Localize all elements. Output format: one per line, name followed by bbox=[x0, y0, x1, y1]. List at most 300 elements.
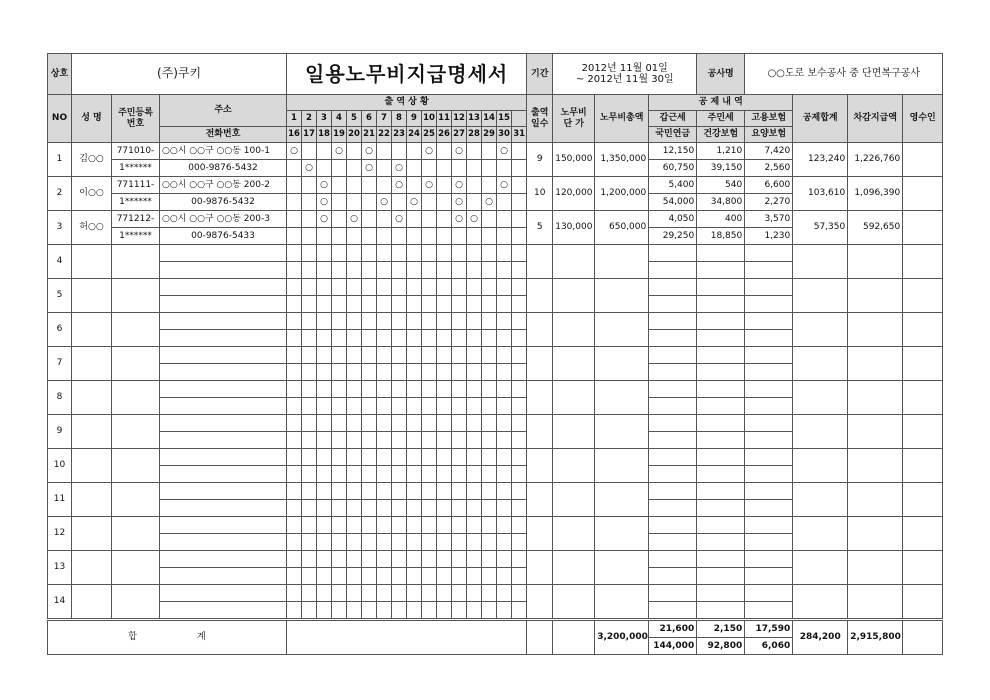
totals-receipt bbox=[903, 620, 943, 655]
attendance-mark bbox=[302, 432, 317, 449]
attendance-mark bbox=[437, 160, 452, 177]
row-income-tax bbox=[649, 279, 697, 296]
attendance-mark: ○ bbox=[332, 143, 347, 160]
attendance-mark bbox=[317, 500, 332, 517]
row-work-days bbox=[527, 381, 553, 415]
row-no: 13 bbox=[48, 551, 72, 585]
attendance-mark bbox=[317, 330, 332, 347]
attendance-mark bbox=[482, 262, 497, 279]
row-deduction-total bbox=[793, 279, 848, 313]
attendance-mark bbox=[497, 398, 512, 415]
attendance-mark bbox=[497, 211, 512, 228]
row-work-days bbox=[527, 313, 553, 347]
attendance-mark bbox=[497, 160, 512, 177]
day-header: 15 bbox=[497, 111, 512, 127]
attendance-mark bbox=[302, 228, 317, 245]
row-labor-total: 1,200,000 bbox=[595, 177, 649, 211]
row-address bbox=[160, 347, 287, 364]
attendance-mark bbox=[497, 415, 512, 432]
row-no: 9 bbox=[48, 415, 72, 449]
attendance-mark bbox=[287, 194, 302, 211]
row-work-days bbox=[527, 415, 553, 449]
row-care-insurance bbox=[745, 568, 793, 585]
table-row bbox=[48, 551, 943, 568]
attendance-mark bbox=[347, 381, 362, 398]
row-labor-total bbox=[595, 551, 649, 585]
attendance-mark bbox=[452, 483, 467, 500]
attendance-mark bbox=[317, 517, 332, 534]
attendance-mark: ○ bbox=[482, 194, 497, 211]
attendance-mark bbox=[362, 381, 377, 398]
attendance-mark bbox=[287, 568, 302, 585]
day-header: 24 bbox=[407, 127, 422, 143]
row-health-insurance bbox=[697, 500, 745, 517]
attendance-mark: ○ bbox=[467, 211, 482, 228]
attendance-mark bbox=[377, 551, 392, 568]
attendance-mark bbox=[512, 330, 527, 347]
row-employment-insurance bbox=[745, 313, 793, 330]
attendance-mark bbox=[392, 568, 407, 585]
row-health-insurance bbox=[697, 296, 745, 313]
row-pension: 54,000 bbox=[649, 194, 697, 211]
row-resident-tax: 1,210 bbox=[697, 143, 745, 160]
attendance-mark bbox=[407, 517, 422, 534]
table-row bbox=[48, 177, 943, 194]
row-rrn bbox=[112, 483, 160, 517]
row-net-pay: 1,096,390 bbox=[848, 177, 903, 211]
attendance-mark bbox=[317, 381, 332, 398]
row-work-days bbox=[527, 347, 553, 381]
row-care-insurance bbox=[745, 466, 793, 483]
attendance-mark bbox=[497, 432, 512, 449]
period-from: 2012년 11월 01일 bbox=[581, 62, 668, 74]
attendance-mark: ○ bbox=[362, 160, 377, 177]
attendance-mark bbox=[392, 364, 407, 381]
attendance-mark bbox=[437, 177, 452, 194]
attendance-mark bbox=[407, 228, 422, 245]
attendance-mark bbox=[347, 568, 362, 585]
attendance-mark bbox=[422, 466, 437, 483]
row-deduction-total: 57,350 bbox=[793, 211, 848, 245]
attendance-mark bbox=[347, 483, 362, 500]
row-pension bbox=[649, 534, 697, 551]
attendance-mark: ○ bbox=[422, 143, 437, 160]
attendance-mark bbox=[422, 296, 437, 313]
attendance-mark bbox=[437, 143, 452, 160]
day-header: 10 bbox=[422, 111, 437, 127]
row-net-pay bbox=[848, 381, 903, 415]
row-deduction-total bbox=[793, 245, 848, 279]
attendance-mark: ○ bbox=[452, 194, 467, 211]
row-receipt bbox=[903, 483, 943, 517]
attendance-mark bbox=[332, 160, 347, 177]
attendance-mark bbox=[302, 602, 317, 620]
attendance-mark bbox=[287, 534, 302, 551]
attendance-mark bbox=[437, 279, 452, 296]
attendance-mark bbox=[467, 517, 482, 534]
row-employment-insurance bbox=[745, 415, 793, 432]
attendance-mark bbox=[347, 364, 362, 381]
row-health-insurance bbox=[697, 568, 745, 585]
row-unit-price bbox=[553, 585, 595, 620]
attendance-mark bbox=[377, 211, 392, 228]
attendance-mark bbox=[407, 211, 422, 228]
attendance-mark bbox=[332, 517, 347, 534]
row-deduction-total bbox=[793, 585, 848, 620]
row-no: 6 bbox=[48, 313, 72, 347]
attendance-mark bbox=[347, 245, 362, 262]
attendance-mark bbox=[302, 143, 317, 160]
row-income-tax bbox=[649, 585, 697, 602]
attendance-mark bbox=[422, 245, 437, 262]
row-phone bbox=[160, 500, 287, 517]
row-phone bbox=[160, 602, 287, 620]
attendance-mark bbox=[452, 262, 467, 279]
row-phone bbox=[160, 568, 287, 585]
row-unit-price bbox=[553, 279, 595, 313]
attendance-mark bbox=[302, 483, 317, 500]
row-phone bbox=[160, 330, 287, 347]
row-employment-insurance bbox=[745, 551, 793, 568]
row-resident-tax bbox=[697, 381, 745, 398]
attendance-mark bbox=[332, 330, 347, 347]
attendance-mark bbox=[437, 296, 452, 313]
attendance-mark bbox=[467, 466, 482, 483]
attendance-mark bbox=[497, 262, 512, 279]
attendance-mark bbox=[362, 534, 377, 551]
totals-row bbox=[48, 620, 943, 638]
row-receipt bbox=[903, 279, 943, 313]
row-address bbox=[160, 279, 287, 296]
row-rrn bbox=[112, 517, 160, 551]
attendance-mark bbox=[422, 160, 437, 177]
row-unit-price bbox=[553, 483, 595, 517]
attendance-mark bbox=[512, 568, 527, 585]
attendance-mark bbox=[467, 602, 482, 620]
row-work-days bbox=[527, 483, 553, 517]
col-rrn-line2: 번호 bbox=[126, 118, 145, 129]
row-health-insurance: 39,150 bbox=[697, 160, 745, 177]
totals-deduction-total: 284,200 bbox=[793, 620, 848, 655]
totals-income-tax: 21,600 bbox=[649, 620, 697, 638]
col-net-pay: 차감지급액 bbox=[848, 95, 903, 143]
attendance-mark bbox=[467, 500, 482, 517]
row-net-pay bbox=[848, 313, 903, 347]
row-receipt bbox=[903, 551, 943, 585]
attendance-mark bbox=[347, 449, 362, 466]
attendance-blank bbox=[512, 143, 527, 160]
attendance-mark bbox=[287, 347, 302, 364]
row-income-tax bbox=[649, 245, 697, 262]
row-employment-insurance bbox=[745, 517, 793, 534]
row-phone bbox=[160, 262, 287, 279]
row-net-pay: 592,650 bbox=[848, 211, 903, 245]
attendance-mark bbox=[422, 551, 437, 568]
row-receipt bbox=[903, 449, 943, 483]
attendance-mark bbox=[422, 381, 437, 398]
day-header: 21 bbox=[362, 127, 377, 143]
attendance-mark bbox=[512, 194, 527, 211]
attendance-mark bbox=[407, 143, 422, 160]
attendance-mark bbox=[302, 517, 317, 534]
attendance-mark bbox=[482, 534, 497, 551]
attendance-mark bbox=[317, 160, 332, 177]
attendance-mark bbox=[467, 313, 482, 330]
attendance-mark bbox=[287, 313, 302, 330]
attendance-mark bbox=[392, 551, 407, 568]
day-header: 31 bbox=[512, 127, 527, 143]
row-health-insurance bbox=[697, 466, 745, 483]
attendance-mark bbox=[497, 330, 512, 347]
attendance-mark bbox=[452, 517, 467, 534]
row-rrn-b: 1****** bbox=[112, 160, 160, 177]
row-name: 이○○ bbox=[72, 177, 112, 211]
row-care-insurance bbox=[745, 398, 793, 415]
day-header: 13 bbox=[467, 111, 482, 127]
attendance-mark bbox=[317, 585, 332, 602]
attendance-mark bbox=[422, 500, 437, 517]
attendance-mark bbox=[392, 245, 407, 262]
attendance-mark bbox=[437, 602, 452, 620]
attendance-mark bbox=[467, 279, 482, 296]
attendance-mark bbox=[302, 262, 317, 279]
attendance-mark bbox=[437, 517, 452, 534]
attendance-mark bbox=[377, 296, 392, 313]
row-income-tax bbox=[649, 517, 697, 534]
attendance-mark bbox=[332, 466, 347, 483]
row-rrn bbox=[112, 347, 160, 381]
attendance-mark bbox=[452, 245, 467, 262]
row-care-insurance bbox=[745, 500, 793, 517]
row-resident-tax bbox=[697, 279, 745, 296]
attendance-mark bbox=[332, 296, 347, 313]
row-address bbox=[160, 483, 287, 500]
attendance-mark bbox=[317, 364, 332, 381]
attendance-mark bbox=[512, 313, 527, 330]
row-name: 허○○ bbox=[72, 211, 112, 245]
row-labor-total bbox=[595, 245, 649, 279]
col-receipt: 영수인 bbox=[903, 95, 943, 143]
attendance-mark bbox=[317, 432, 332, 449]
attendance-mark bbox=[347, 415, 362, 432]
day-header: 14 bbox=[482, 111, 497, 127]
attendance-mark bbox=[452, 551, 467, 568]
attendance-mark bbox=[377, 228, 392, 245]
site-name: ○○도로 보수공사 중 단면복구공사 bbox=[745, 54, 943, 95]
row-net-pay bbox=[848, 585, 903, 620]
attendance-mark bbox=[512, 517, 527, 534]
day-header: 12 bbox=[452, 111, 467, 127]
attendance-mark bbox=[497, 245, 512, 262]
attendance-mark: ○ bbox=[392, 160, 407, 177]
attendance-mark bbox=[482, 568, 497, 585]
row-address bbox=[160, 517, 287, 534]
attendance-mark bbox=[347, 143, 362, 160]
attendance-mark bbox=[407, 398, 422, 415]
row-net-pay bbox=[848, 551, 903, 585]
attendance-mark bbox=[332, 449, 347, 466]
attendance-mark bbox=[422, 449, 437, 466]
attendance-mark bbox=[287, 364, 302, 381]
row-resident-tax bbox=[697, 585, 745, 602]
attendance-mark bbox=[422, 398, 437, 415]
attendance-mark bbox=[392, 517, 407, 534]
attendance-mark bbox=[497, 347, 512, 364]
attendance-mark: ○ bbox=[452, 211, 467, 228]
col-work-days-line1: 출역 bbox=[531, 108, 549, 119]
attendance-mark bbox=[302, 211, 317, 228]
attendance-mark bbox=[302, 313, 317, 330]
attendance-mark bbox=[377, 330, 392, 347]
attendance-mark bbox=[497, 313, 512, 330]
row-work-days: 10 bbox=[527, 177, 553, 211]
attendance-mark bbox=[467, 245, 482, 262]
row-unit-price bbox=[553, 551, 595, 585]
totals-attendance bbox=[287, 620, 527, 655]
attendance-mark bbox=[317, 568, 332, 585]
attendance-mark bbox=[437, 211, 452, 228]
table-row bbox=[48, 313, 943, 330]
attendance-mark bbox=[437, 534, 452, 551]
col-name: 성 명 bbox=[72, 95, 112, 143]
row-unit-price: 130,000 bbox=[553, 211, 595, 245]
row-resident-tax: 540 bbox=[697, 177, 745, 194]
totals-label-a: 합 bbox=[128, 632, 137, 643]
row-work-days bbox=[527, 551, 553, 585]
attendance-mark bbox=[482, 211, 497, 228]
attendance-mark bbox=[467, 398, 482, 415]
attendance-mark bbox=[377, 585, 392, 602]
row-deduction-total: 123,240 bbox=[793, 143, 848, 177]
attendance-mark bbox=[347, 313, 362, 330]
attendance-mark bbox=[287, 432, 302, 449]
attendance-mark bbox=[422, 602, 437, 620]
attendance-mark bbox=[422, 568, 437, 585]
attendance-mark bbox=[332, 568, 347, 585]
row-no: 7 bbox=[48, 347, 72, 381]
attendance-mark bbox=[347, 177, 362, 194]
attendance-mark bbox=[437, 483, 452, 500]
attendance-mark bbox=[377, 602, 392, 620]
attendance-mark bbox=[437, 194, 452, 211]
attendance-mark bbox=[482, 279, 497, 296]
attendance-mark bbox=[482, 483, 497, 500]
row-work-days bbox=[527, 517, 553, 551]
attendance-mark bbox=[392, 398, 407, 415]
attendance-mark bbox=[422, 517, 437, 534]
period-to: ~ 2012년 11월 30일 bbox=[575, 74, 674, 85]
table-row bbox=[48, 143, 943, 160]
row-receipt bbox=[903, 245, 943, 279]
attendance-mark bbox=[482, 143, 497, 160]
row-rrn bbox=[112, 245, 160, 279]
row-name bbox=[72, 381, 112, 415]
attendance-mark bbox=[392, 313, 407, 330]
attendance-mark bbox=[347, 194, 362, 211]
attendance-mark bbox=[407, 364, 422, 381]
attendance-mark bbox=[512, 500, 527, 517]
attendance-mark bbox=[422, 347, 437, 364]
row-work-days bbox=[527, 279, 553, 313]
row-name bbox=[72, 517, 112, 551]
attendance-mark bbox=[347, 262, 362, 279]
attendance-mark bbox=[317, 449, 332, 466]
attendance-mark bbox=[332, 415, 347, 432]
row-pension bbox=[649, 296, 697, 313]
attendance-mark bbox=[512, 296, 527, 313]
attendance-mark bbox=[347, 296, 362, 313]
attendance-mark bbox=[512, 279, 527, 296]
attendance-mark bbox=[467, 585, 482, 602]
attendance-mark bbox=[497, 194, 512, 211]
row-address: ○○시 ○○구 ○○동 200-3 bbox=[160, 211, 287, 228]
attendance-mark bbox=[407, 415, 422, 432]
row-deduction-total bbox=[793, 449, 848, 483]
attendance-mark bbox=[467, 262, 482, 279]
totals-label bbox=[48, 620, 287, 655]
attendance-mark bbox=[317, 551, 332, 568]
attendance-mark bbox=[452, 602, 467, 620]
attendance-mark bbox=[377, 500, 392, 517]
row-resident-tax bbox=[697, 483, 745, 500]
attendance-mark bbox=[302, 330, 317, 347]
attendance-mark bbox=[302, 398, 317, 415]
attendance-mark bbox=[467, 432, 482, 449]
attendance-mark bbox=[377, 483, 392, 500]
attendance-mark bbox=[467, 449, 482, 466]
attendance-mark bbox=[377, 534, 392, 551]
attendance-mark bbox=[377, 466, 392, 483]
attendance-mark bbox=[392, 602, 407, 620]
col-unit-price-line2: 단 가 bbox=[563, 118, 584, 129]
attendance-mark bbox=[347, 534, 362, 551]
totals-unit-price bbox=[553, 620, 595, 655]
row-net-pay bbox=[848, 245, 903, 279]
table-row bbox=[48, 415, 943, 432]
row-deduction-total bbox=[793, 381, 848, 415]
day-header: 29 bbox=[482, 127, 497, 143]
attendance-mark bbox=[287, 228, 302, 245]
row-pension bbox=[649, 432, 697, 449]
attendance-mark bbox=[437, 585, 452, 602]
row-work-days: 9 bbox=[527, 143, 553, 177]
row-phone bbox=[160, 398, 287, 415]
col-attendance: 출 역 상 황 bbox=[287, 95, 527, 111]
row-health-insurance bbox=[697, 330, 745, 347]
attendance-mark bbox=[392, 228, 407, 245]
attendance-mark bbox=[467, 194, 482, 211]
row-employment-insurance bbox=[745, 381, 793, 398]
day-header: 16 bbox=[287, 127, 302, 143]
row-phone bbox=[160, 296, 287, 313]
attendance-mark bbox=[482, 398, 497, 415]
attendance-mark: ○ bbox=[302, 160, 317, 177]
attendance-mark bbox=[437, 568, 452, 585]
day-header: 8 bbox=[392, 111, 407, 127]
attendance-mark bbox=[422, 330, 437, 347]
attendance-mark: ○ bbox=[497, 143, 512, 160]
row-unit-price bbox=[553, 517, 595, 551]
attendance-mark bbox=[302, 568, 317, 585]
col-health-insurance: 건강보험 bbox=[697, 127, 745, 143]
attendance-mark bbox=[407, 568, 422, 585]
day-header: 7 bbox=[377, 111, 392, 127]
totals-work-days bbox=[527, 620, 553, 655]
attendance-mark bbox=[302, 534, 317, 551]
attendance-mark bbox=[407, 483, 422, 500]
attendance-mark bbox=[407, 449, 422, 466]
attendance-mark bbox=[512, 228, 527, 245]
